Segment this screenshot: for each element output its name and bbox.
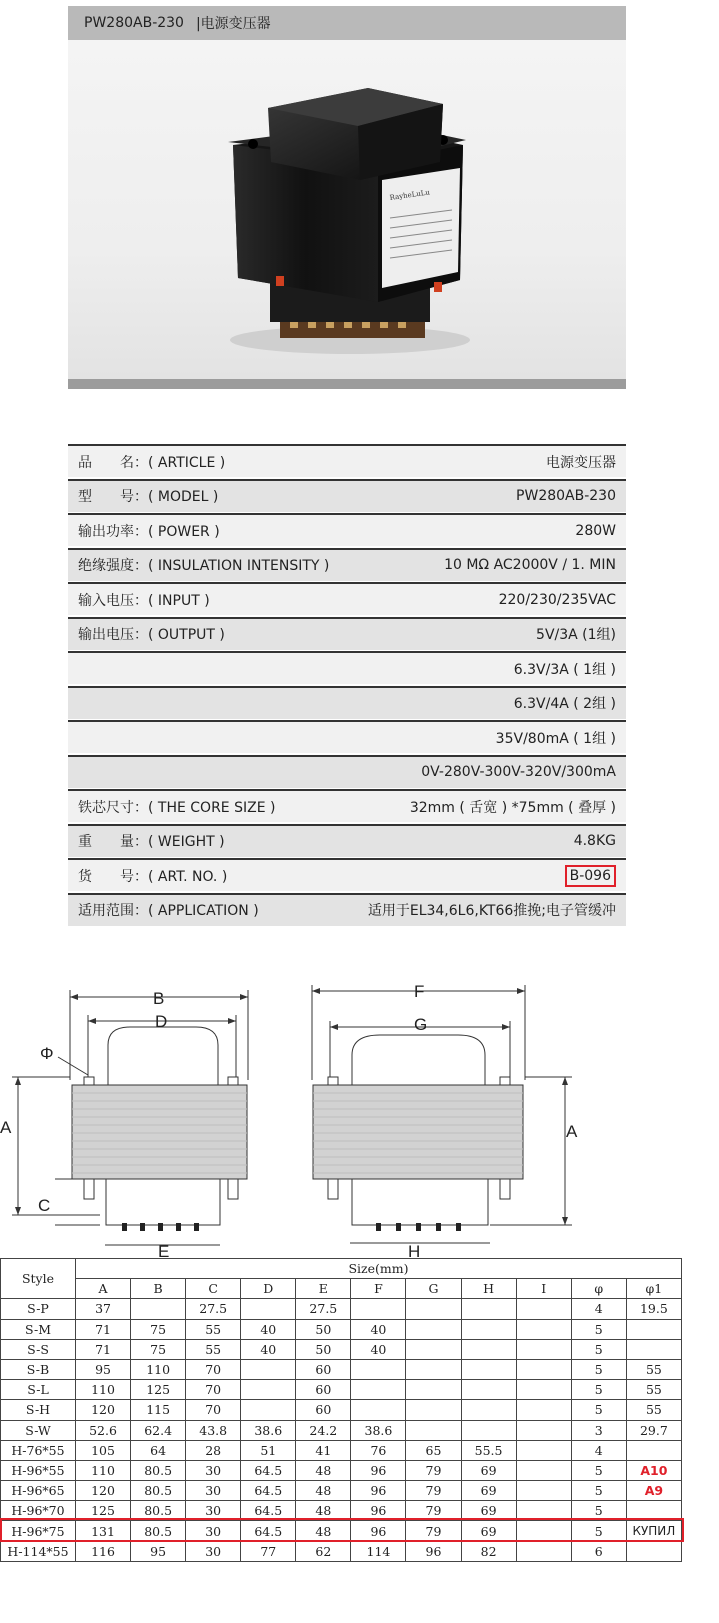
spec-label: 输出功率：( POWER )	[78, 523, 220, 540]
size-column-header: φ	[571, 1279, 626, 1299]
header-model: PW280AB-230	[84, 15, 184, 31]
size-cell	[516, 1501, 571, 1521]
size-cell	[461, 1400, 516, 1420]
size-cell	[461, 1359, 516, 1379]
spec-row	[68, 479, 626, 512]
size-cell: 120	[76, 1400, 131, 1420]
size-cell: 115	[131, 1400, 186, 1420]
size-cell: 60	[296, 1359, 351, 1379]
size-cell: 125	[76, 1501, 131, 1521]
size-cell	[406, 1400, 461, 1420]
size-cell: 69	[461, 1501, 516, 1521]
size-column-header: F	[351, 1279, 406, 1299]
size-cell: 30	[186, 1521, 241, 1541]
table-row	[1, 1521, 682, 1541]
spec-label: 绝缘强度：( INSULATION INTENSITY )	[78, 558, 330, 574]
spec-row	[68, 548, 626, 581]
size-cell: 27.5	[296, 1299, 351, 1319]
size-cell: 69	[461, 1460, 516, 1480]
size-cell	[241, 1359, 296, 1379]
size-cell: 19.5	[626, 1299, 681, 1319]
size-cell	[461, 1299, 516, 1319]
size-cell: 105	[76, 1440, 131, 1460]
header-title: |电源变压器	[195, 16, 271, 32]
product-header-bar	[68, 6, 626, 40]
size-cell: 69	[461, 1521, 516, 1541]
size-cell	[406, 1359, 461, 1379]
size-cell: A10	[626, 1460, 681, 1480]
dim-label-a-right: A	[566, 1122, 578, 1141]
size-cell: 70	[186, 1359, 241, 1379]
dim-label-g: G	[414, 1015, 428, 1034]
size-cell: 40	[241, 1319, 296, 1339]
spec-value: 280W	[575, 522, 616, 539]
table-row	[1, 1420, 682, 1440]
size-cell: 5	[571, 1400, 626, 1420]
spec-row	[68, 858, 626, 891]
size-cell: 51	[241, 1440, 296, 1460]
size-cell: 30	[186, 1501, 241, 1521]
size-cell: 95	[76, 1359, 131, 1379]
spec-value: 电源变压器	[546, 454, 616, 471]
table-row	[1, 1359, 682, 1379]
size-cell: 4	[571, 1299, 626, 1319]
size-cell: 110	[76, 1460, 131, 1480]
size-cell: 30	[186, 1481, 241, 1501]
table-row	[1, 1501, 682, 1521]
size-cell	[626, 1440, 681, 1460]
label-brand: RayheLuLu	[389, 188, 431, 202]
size-cell: 4	[571, 1440, 626, 1460]
dim-label-e: E	[158, 1242, 170, 1260]
size-cell: 38.6	[351, 1420, 406, 1440]
size-cell: КУПИЛ	[626, 1521, 681, 1541]
spec-value: 220/230/235VAC	[498, 591, 616, 608]
size-cell	[626, 1501, 681, 1521]
dim-label-f: F	[414, 982, 425, 1001]
spec-row	[68, 582, 626, 615]
size-cell: 77	[241, 1541, 296, 1561]
size-cell: 79	[406, 1521, 461, 1541]
size-cell: 75	[131, 1339, 186, 1359]
table-row	[1, 1299, 682, 1319]
style-cell: S-L	[1, 1380, 76, 1400]
spec-label: 货 号：( ART. NO. )	[78, 868, 228, 885]
style-cell: S-M	[1, 1319, 76, 1339]
size-cell: 80.5	[131, 1521, 186, 1541]
spec-value: 适用于EL34,6L6,KT66推挽;电子管缓冲	[367, 903, 616, 919]
size-cell: 120	[76, 1481, 131, 1501]
size-cell: 5	[571, 1339, 626, 1359]
style-cell: S-S	[1, 1339, 76, 1359]
size-cell: 5	[571, 1359, 626, 1379]
spec-value: 5V/3A (1组)	[536, 627, 616, 643]
size-cell	[351, 1400, 406, 1420]
spec-label: 型 号：( MODEL )	[78, 489, 219, 505]
size-cell: 27.5	[186, 1299, 241, 1319]
table-row	[1, 1339, 682, 1359]
size-cell: 64.5	[241, 1481, 296, 1501]
spec-label: 适用范围：( APPLICATION )	[78, 903, 259, 919]
size-cell	[351, 1380, 406, 1400]
size-cell	[516, 1460, 571, 1480]
size-cell: 79	[406, 1501, 461, 1521]
size-cell: 40	[241, 1339, 296, 1359]
size-cell	[461, 1319, 516, 1339]
size-cell: 125	[131, 1380, 186, 1400]
size-cell	[516, 1359, 571, 1379]
size-cell	[241, 1400, 296, 1420]
size-cell: 75	[131, 1319, 186, 1339]
size-cell: 96	[406, 1541, 461, 1561]
size-column-header: E	[296, 1279, 351, 1299]
style-cell: S-W	[1, 1420, 76, 1440]
size-cell: 96	[351, 1521, 406, 1541]
size-cell	[241, 1299, 296, 1319]
style-cell: H-96*55	[1, 1460, 76, 1480]
size-group-header: Size(mm)	[76, 1259, 682, 1279]
size-cell: 64.5	[241, 1501, 296, 1521]
size-cell	[516, 1319, 571, 1339]
spec-label: 品 名：( ARTICLE )	[78, 454, 226, 471]
spec-row	[68, 513, 626, 546]
size-cell	[461, 1339, 516, 1359]
table-row	[1, 1541, 682, 1561]
size-cell: 5	[571, 1319, 626, 1339]
size-cell	[131, 1299, 186, 1319]
size-cell: 55	[626, 1400, 681, 1420]
size-column-header: A	[76, 1279, 131, 1299]
size-cell	[351, 1359, 406, 1379]
spec-row	[68, 720, 626, 753]
size-cell: 6	[571, 1541, 626, 1561]
size-cell	[516, 1440, 571, 1460]
spec-value: 10 MΩ AC2000V / 1. MIN	[444, 557, 616, 573]
spec-row	[68, 686, 626, 719]
photo-shadow-base	[68, 379, 626, 389]
size-cell: 70	[186, 1380, 241, 1400]
dim-label-d: D	[155, 1012, 168, 1031]
size-cell	[516, 1339, 571, 1359]
size-cell: 5	[571, 1380, 626, 1400]
size-cell: 76	[351, 1440, 406, 1460]
spec-row	[68, 444, 626, 477]
size-cell	[626, 1319, 681, 1339]
dim-label-phi: Φ	[40, 1044, 54, 1063]
size-cell: 116	[76, 1541, 131, 1561]
spec-row	[68, 893, 626, 926]
table-row	[1, 1481, 682, 1501]
size-column-header: D	[241, 1279, 296, 1299]
size-cell: 50	[296, 1339, 351, 1359]
size-column-header: I	[516, 1279, 571, 1299]
size-cell: 37	[76, 1299, 131, 1319]
size-cell: 71	[76, 1319, 131, 1339]
size-cell: 95	[131, 1541, 186, 1561]
size-cell: 110	[131, 1359, 186, 1379]
spec-row	[68, 755, 626, 788]
size-cell: 96	[351, 1501, 406, 1521]
spec-value: 4.8KG	[573, 833, 616, 849]
size-cell	[406, 1299, 461, 1319]
art-no-highlight: B-096	[565, 865, 616, 887]
size-cell	[461, 1380, 516, 1400]
size-cell: 65	[406, 1440, 461, 1460]
size-cell: 3	[571, 1420, 626, 1440]
size-cell: 79	[406, 1481, 461, 1501]
size-cell: 60	[296, 1400, 351, 1420]
spec-value: 35V/80mA ( 1组 )	[495, 730, 616, 747]
style-cell: H-96*70	[1, 1501, 76, 1521]
size-cell: 80.5	[131, 1501, 186, 1521]
spec-value: 0V-280V-300V-320V/300mA	[421, 764, 616, 780]
size-cell: 55.5	[461, 1440, 516, 1460]
style-cell: H-114*55	[1, 1541, 76, 1561]
size-cell: 24.2	[296, 1420, 351, 1440]
size-cell: 28	[186, 1440, 241, 1460]
size-cell	[626, 1541, 681, 1561]
size-cell	[241, 1380, 296, 1400]
size-cell: 29.7	[626, 1420, 681, 1440]
size-cell	[516, 1299, 571, 1319]
size-cell: 50	[296, 1319, 351, 1339]
size-cell	[351, 1299, 406, 1319]
size-cell: 80.5	[131, 1481, 186, 1501]
size-cell: 30	[186, 1460, 241, 1480]
size-cell: 30	[186, 1541, 241, 1561]
spec-value: 32mm ( 舌宽 ) *75mm ( 叠厚 )	[409, 799, 616, 816]
style-header: Style	[1, 1259, 76, 1299]
dim-label-h: H	[408, 1242, 421, 1260]
spec-row	[68, 789, 626, 822]
size-cell	[461, 1420, 516, 1440]
size-column-header: H	[461, 1279, 516, 1299]
dim-label-b: B	[153, 989, 165, 1008]
spec-value: 6.3V/4A ( 2组 )	[513, 696, 616, 712]
size-column-header: B	[131, 1279, 186, 1299]
size-cell: A9	[626, 1481, 681, 1501]
size-cell: 114	[351, 1541, 406, 1561]
size-cell	[516, 1481, 571, 1501]
size-cell: 5	[571, 1460, 626, 1480]
size-cell	[516, 1380, 571, 1400]
size-cell: 96	[351, 1460, 406, 1480]
size-cell: 55	[626, 1359, 681, 1379]
spec-table	[68, 444, 626, 927]
style-cell: H-96*65	[1, 1481, 76, 1501]
size-cell: 40	[351, 1319, 406, 1339]
dimension-diagrams	[0, 975, 719, 1260]
size-cell: 71	[76, 1339, 131, 1359]
size-cell: 55	[186, 1339, 241, 1359]
size-cell	[626, 1339, 681, 1359]
size-cell: 79	[406, 1460, 461, 1480]
size-cell: 48	[296, 1521, 351, 1541]
spec-label: 输出电压：( OUTPUT )	[78, 627, 225, 643]
spec-row	[68, 824, 626, 857]
style-cell: S-P	[1, 1299, 76, 1319]
spec-row	[68, 617, 626, 650]
size-cell: 55	[626, 1380, 681, 1400]
size-cell	[516, 1420, 571, 1440]
dim-label-a-left: A	[0, 1118, 12, 1137]
size-cell: 70	[186, 1400, 241, 1420]
size-column-header: G	[406, 1279, 461, 1299]
size-cell: 5	[571, 1521, 626, 1541]
size-cell: 5	[571, 1481, 626, 1501]
size-cell: 110	[76, 1380, 131, 1400]
size-cell: 62	[296, 1541, 351, 1561]
size-column-header: C	[186, 1279, 241, 1299]
spec-value: 6.3V/3A ( 1组 )	[513, 661, 616, 678]
size-cell: 40	[351, 1339, 406, 1359]
size-cell: 64.5	[241, 1460, 296, 1480]
transformer-image	[68, 40, 626, 389]
size-cell: 55	[186, 1319, 241, 1339]
size-cell: 64	[131, 1440, 186, 1460]
size-cell: 60	[296, 1380, 351, 1400]
size-cell: 52.6	[76, 1420, 131, 1440]
size-table	[0, 1258, 682, 1562]
product-photo	[68, 40, 626, 389]
size-cell: 62.4	[131, 1420, 186, 1440]
size-cell	[516, 1521, 571, 1541]
size-cell: 43.8	[186, 1420, 241, 1440]
size-cell	[516, 1541, 571, 1561]
size-cell: 82	[461, 1541, 516, 1561]
table-row	[1, 1460, 682, 1480]
size-cell: 96	[351, 1481, 406, 1501]
size-cell	[406, 1339, 461, 1359]
style-cell: S-H	[1, 1400, 76, 1420]
style-cell: S-B	[1, 1359, 76, 1379]
size-cell: 48	[296, 1501, 351, 1521]
table-row	[1, 1440, 682, 1460]
spec-label: 铁芯尺寸：( THE CORE SIZE )	[78, 799, 276, 816]
size-cell	[406, 1420, 461, 1440]
size-cell: 48	[296, 1481, 351, 1501]
size-cell	[406, 1380, 461, 1400]
table-row	[1, 1400, 682, 1420]
dim-label-c: C	[38, 1196, 51, 1215]
style-cell: H-76*55	[1, 1440, 76, 1460]
spec-label: 输入电压：( INPUT )	[78, 592, 210, 609]
size-cell: 48	[296, 1460, 351, 1480]
size-cell: 131	[76, 1521, 131, 1541]
table-row	[1, 1380, 682, 1400]
size-cell: 38.6	[241, 1420, 296, 1440]
spec-value: PW280AB-230	[516, 488, 616, 504]
size-cell: 64.5	[241, 1521, 296, 1541]
table-row	[1, 1319, 682, 1339]
spec-label: 重 量：( WEIGHT )	[78, 834, 225, 850]
size-cell	[406, 1319, 461, 1339]
size-cell: 69	[461, 1481, 516, 1501]
style-cell: H-96*75	[1, 1521, 76, 1541]
size-cell	[516, 1400, 571, 1420]
spec-row	[68, 651, 626, 684]
size-cell: 41	[296, 1440, 351, 1460]
size-cell: 80.5	[131, 1460, 186, 1480]
size-column-header: φ1	[626, 1279, 681, 1299]
size-cell: 5	[571, 1501, 626, 1521]
